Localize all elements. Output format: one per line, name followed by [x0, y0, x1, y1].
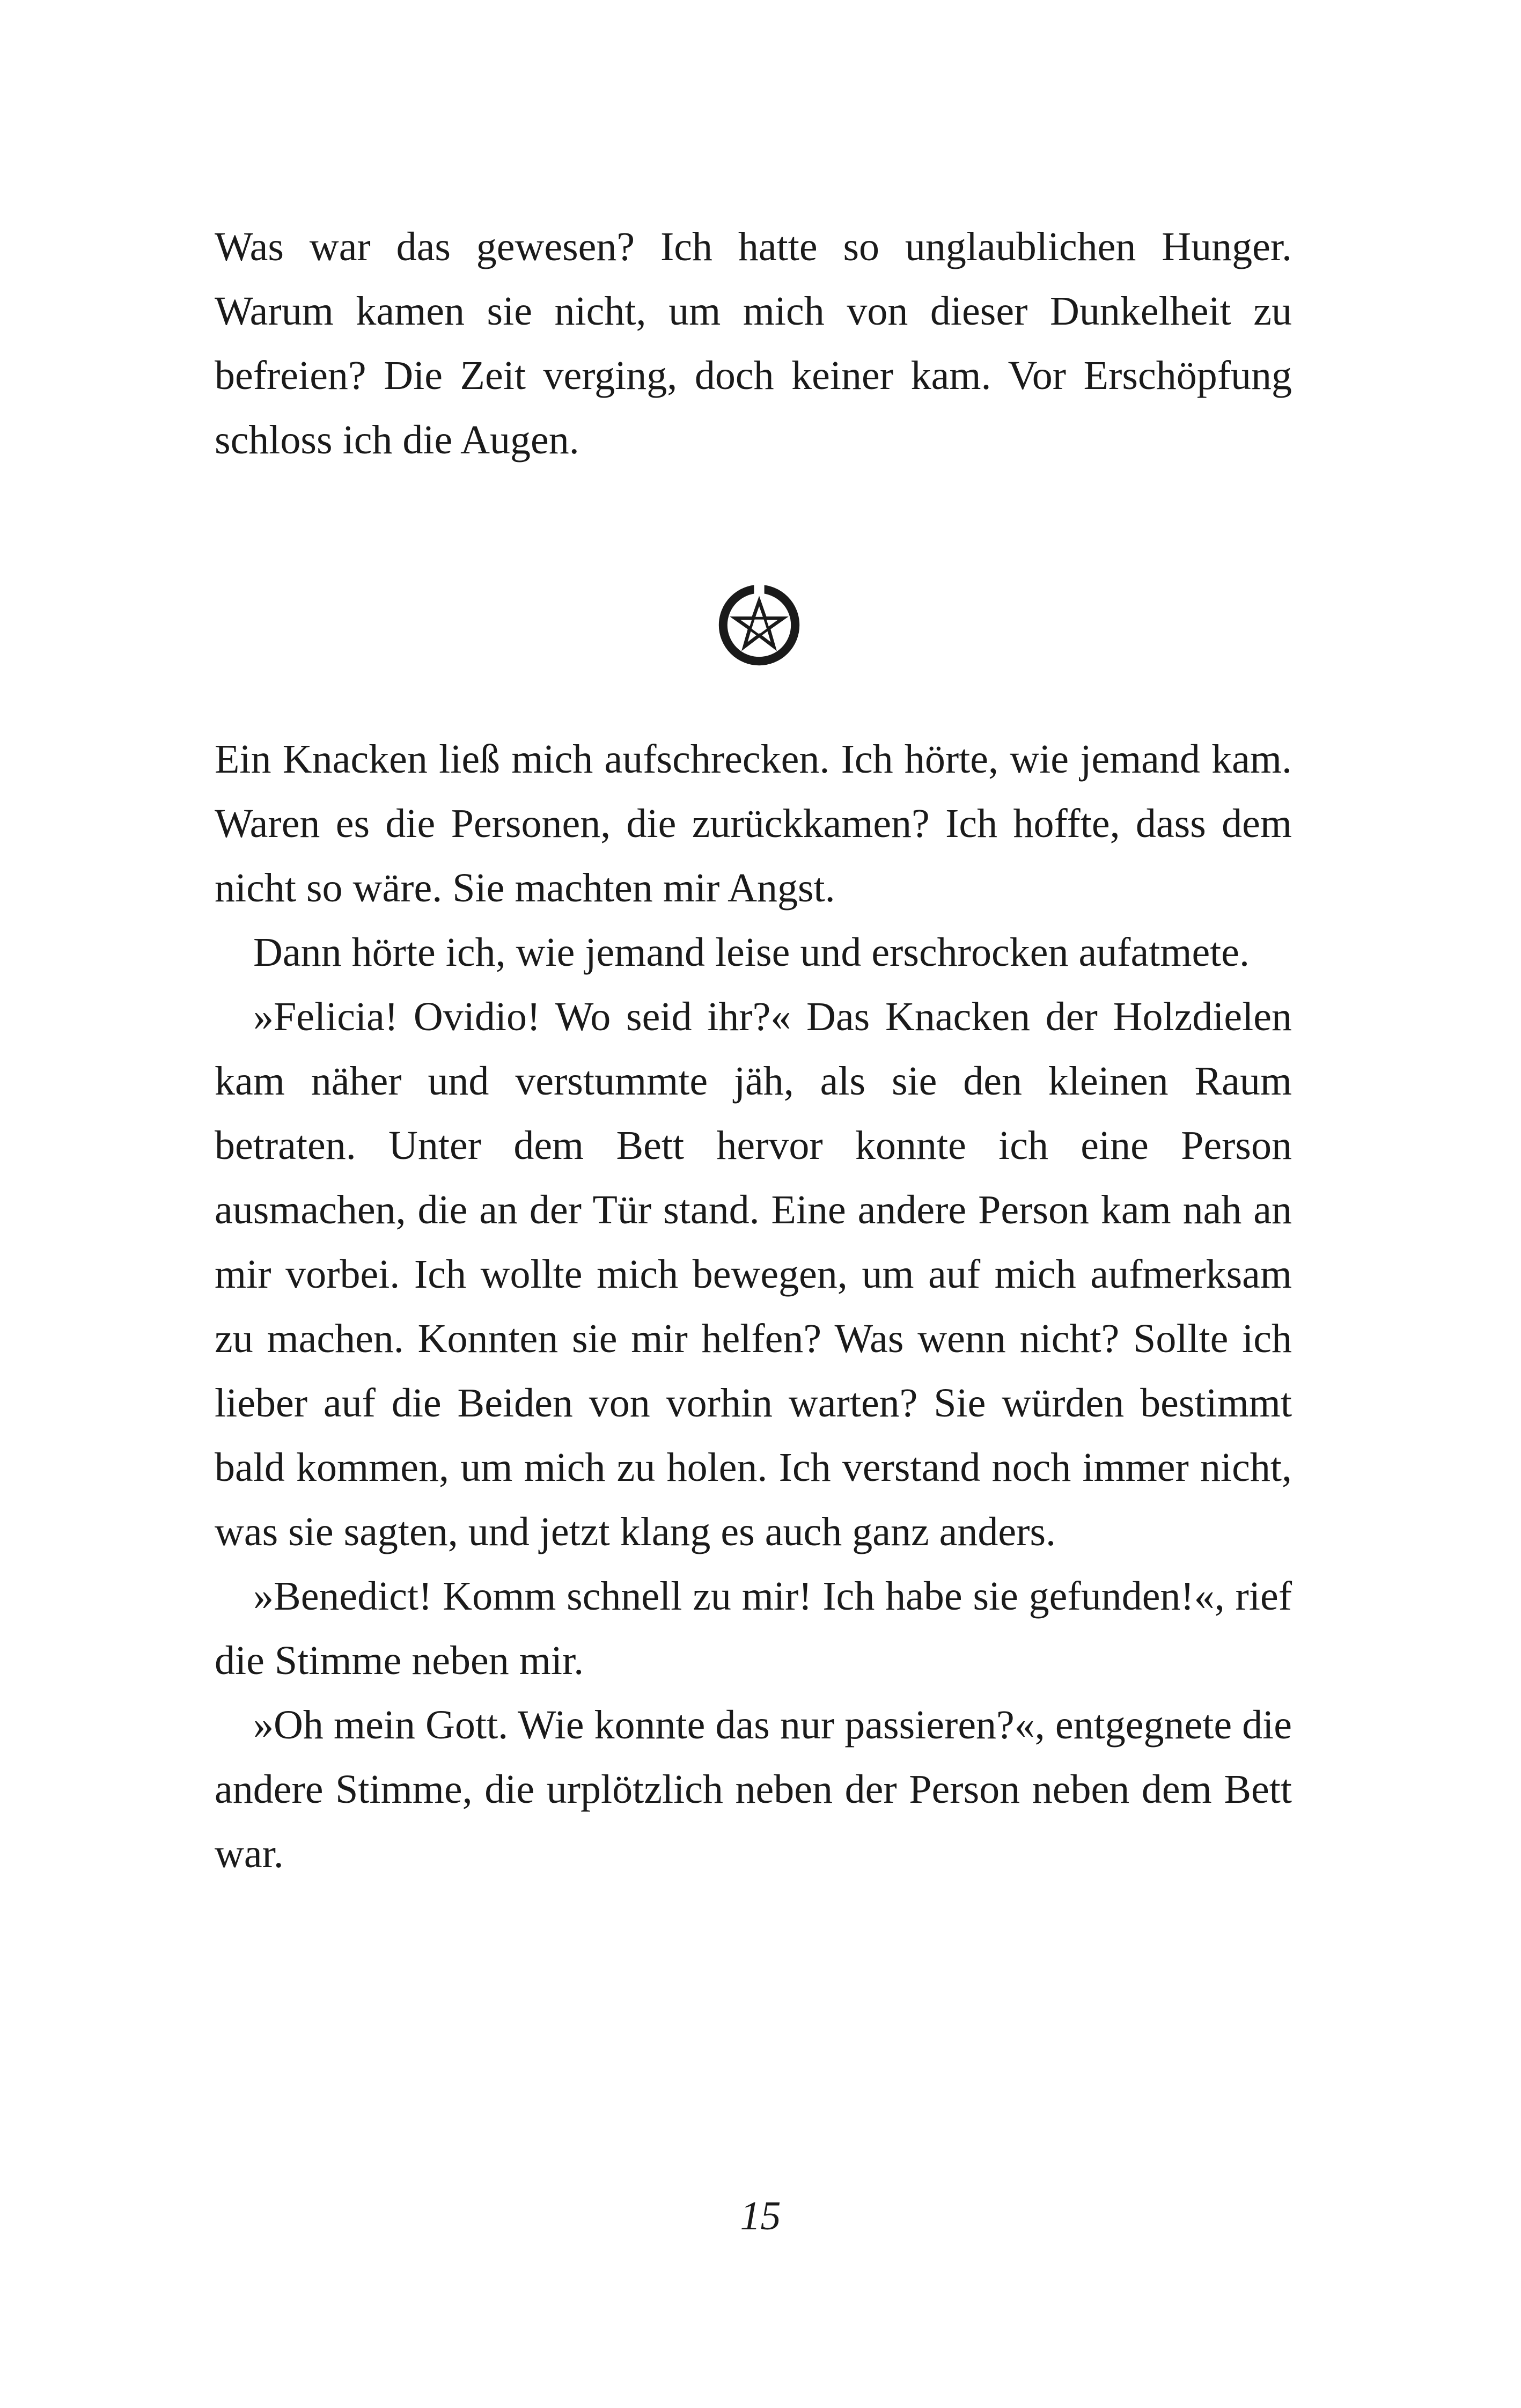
pentagram-icon	[716, 582, 802, 668]
page-number: 15	[740, 2193, 781, 2238]
paragraph: Dann hörte ich, wie jemand leise und erschrocken aufatmete.	[253, 930, 1250, 975]
text-section-main	[215, 727, 1292, 1886]
paragraph: Ein Knacken ließ mich aufschrecken. Ich hörte, wie jemand kam. Waren es die Personen, die zurückkamen? Ich hoffte, dass dem nicht so wäre. Sie machten mir Angst.	[215, 737, 1292, 911]
paragraph: »Benedict! Komm schnell zu mir! Ich habe sie gefunden!«, rief die Stimme neben mir.	[215, 1574, 1292, 1683]
text-section-top	[215, 215, 1292, 472]
paragraph: Was war das gewesen? Ich hatte so unglaublichen Hunger. Warum kamen sie nicht, um mich von dieser Dunkelheit zu befreien? Die Zeit verging, doch keiner kam. Vor Erschöpfung schloss ich die Augen.	[215, 224, 1292, 462]
paragraph: »Oh mein Gott. Wie konnte das nur passieren?«, entgegnete die andere Stimme, die urplötzlich neben der Person neben dem Bett war.	[215, 1702, 1292, 1876]
paragraph: »Felicia! Ovidio! Wo seid ihr?« Das Knacken der Holzdielen kam näher und verstummte jäh, als sie den kleinen Raum betraten. Unter dem Bett hervor konnte ich eine Person ausmachen, die an der Tür stand. Eine andere Person kam nah an mir vorbei. Ich wollte mich bewegen, um auf mich aufmerksam zu machen. Konnten sie mir helfen? Was wenn nicht? Sollte ich lieber auf die Beiden von vorhin warten? Sie würden bestimmt bald kommen, um mich zu holen. Ich verstand noch immer nicht, was sie sagten, und jetzt klang es auch ganz anders.	[215, 994, 1292, 1554]
